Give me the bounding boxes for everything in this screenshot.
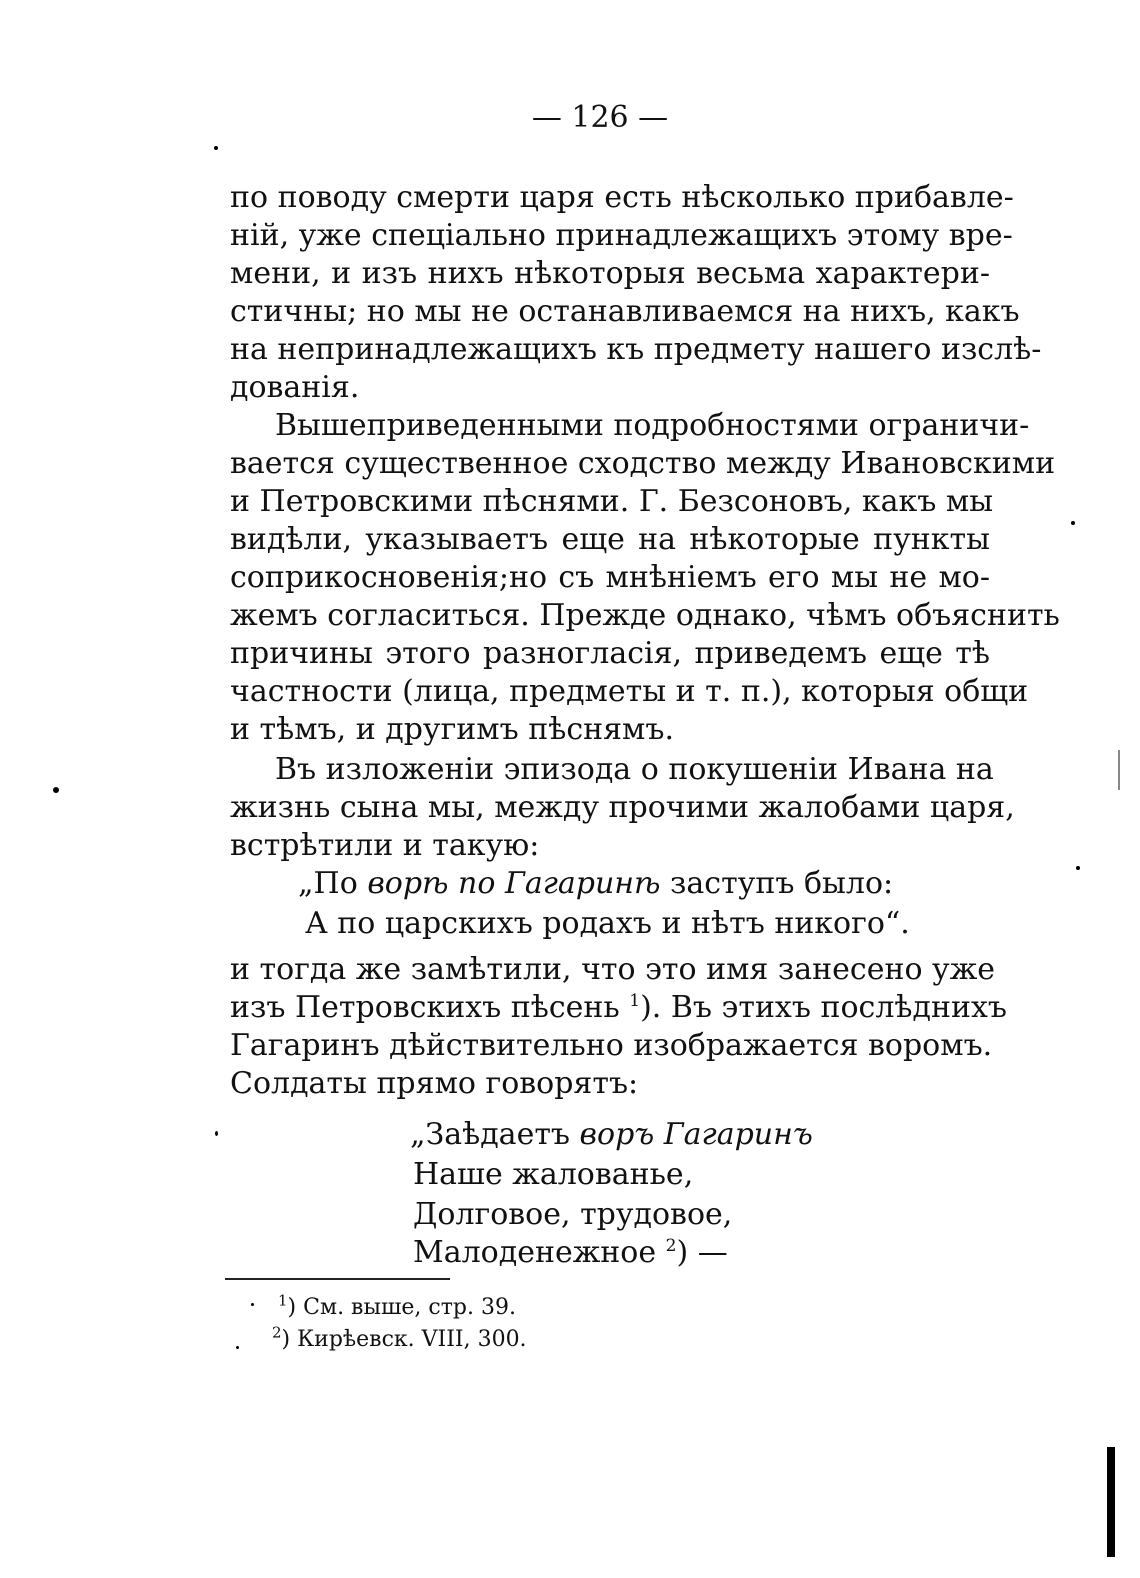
- footnote-rule: [225, 1278, 450, 1280]
- p3-line-1: Въ изложенiи эпизода о покушенiи Ивана на: [275, 752, 994, 787]
- p1-line-2: нiй, уже спецiально принадлежащихъ этому вре-: [230, 218, 1013, 253]
- quote2-line-3: Долговое, трудовое,: [413, 1197, 733, 1232]
- quote2-line-2: Наше жалованье,: [413, 1157, 694, 1192]
- p2-line-5: соприкосновенiя;но съ мнѣнiемъ его мы не мо-: [230, 560, 990, 595]
- p4-line-4: Солдаты прямо говорятъ:: [230, 1066, 639, 1101]
- quote2-line-1: „Заѣдаетъ воръ Гагаринъ: [410, 1117, 813, 1152]
- footnote-2: $^2$) Кирѣевск. VIII, 300.: [272, 1323, 527, 1352]
- scan-speck: [53, 787, 59, 793]
- quote2-line-4: Малоденежное $^2$) —: [413, 1235, 728, 1270]
- p4-line-2: изъ Петровскихъ пѣсень $^1$). Въ этихъ послѣднихъ: [230, 990, 1007, 1025]
- footnote-ref-2[interactable]: 2: [665, 1236, 677, 1256]
- p2-line-7: причины этого разногласiя, приведемъ еще тѣ: [230, 636, 990, 671]
- p1-line-1: по поводу смерти царя есть нѣсколько прибавле-: [230, 180, 1014, 215]
- footnote-1: $^1$) См. выше, стр. 39.: [278, 1291, 516, 1320]
- p3-line-2: жизнь сына мы, между прочими жалобами царя,: [230, 790, 1015, 825]
- p1-line-5: на непринадлежащихъ къ предмету нашего изслѣ-: [230, 332, 1042, 367]
- page-number: — 126 —: [531, 100, 669, 135]
- p2-line-1: Вышеприведенными подробностями ограничи-: [275, 408, 1030, 443]
- quote1-line-1: „По ворѣ по Гагаринѣ заступъ было:: [298, 866, 894, 901]
- scan-edge-mark: [1118, 750, 1120, 790]
- quote1-line-2: А по царскихъ родахъ и нѣтъ никого“.: [305, 906, 910, 941]
- p1-line-6: дованiя.: [230, 370, 360, 405]
- p2-line-4: видѣли, указываетъ еще на нѣкоторые пункты: [230, 522, 990, 557]
- scan-speck: [251, 1303, 254, 1306]
- scan-speck: [214, 146, 218, 150]
- scan-edge-mark: [1107, 1447, 1115, 1557]
- p1-line-4: стичны; но мы не останавливаемся на нихъ, какъ: [230, 294, 1020, 329]
- footnote-ref-1[interactable]: 1: [629, 991, 641, 1011]
- p2-line-2: вается существенное сходство между Ивановскими: [230, 446, 1056, 481]
- p2-line-9: и тѣмъ, и другимъ пѣснямъ.: [230, 712, 675, 747]
- p2-line-8: частности (лица, предметы и т. п.), которыя общи: [230, 674, 1029, 709]
- scan-speck: [1071, 521, 1075, 525]
- p4-line-3: Гагаринъ дѣйствительно изображается воромъ.: [230, 1028, 993, 1063]
- p1-line-3: мени, и изъ нихъ нѣкоторыя весьма характери-: [230, 256, 990, 291]
- p2-line-3: и Петровскими пѣснями. Г. Безсоновъ, какъ мы: [230, 484, 994, 519]
- scan-speck: [215, 1131, 218, 1136]
- p2-line-6: жемъ согласиться. Прежде однако, чѣмъ объяснить: [230, 598, 1060, 633]
- p3-line-3: встрѣтили и такую:: [230, 828, 540, 863]
- p4-line-1: и тогда же замѣтили, что это имя занесено уже: [230, 952, 996, 987]
- scan-speck: [236, 1346, 239, 1349]
- scan-speck: [1076, 866, 1080, 870]
